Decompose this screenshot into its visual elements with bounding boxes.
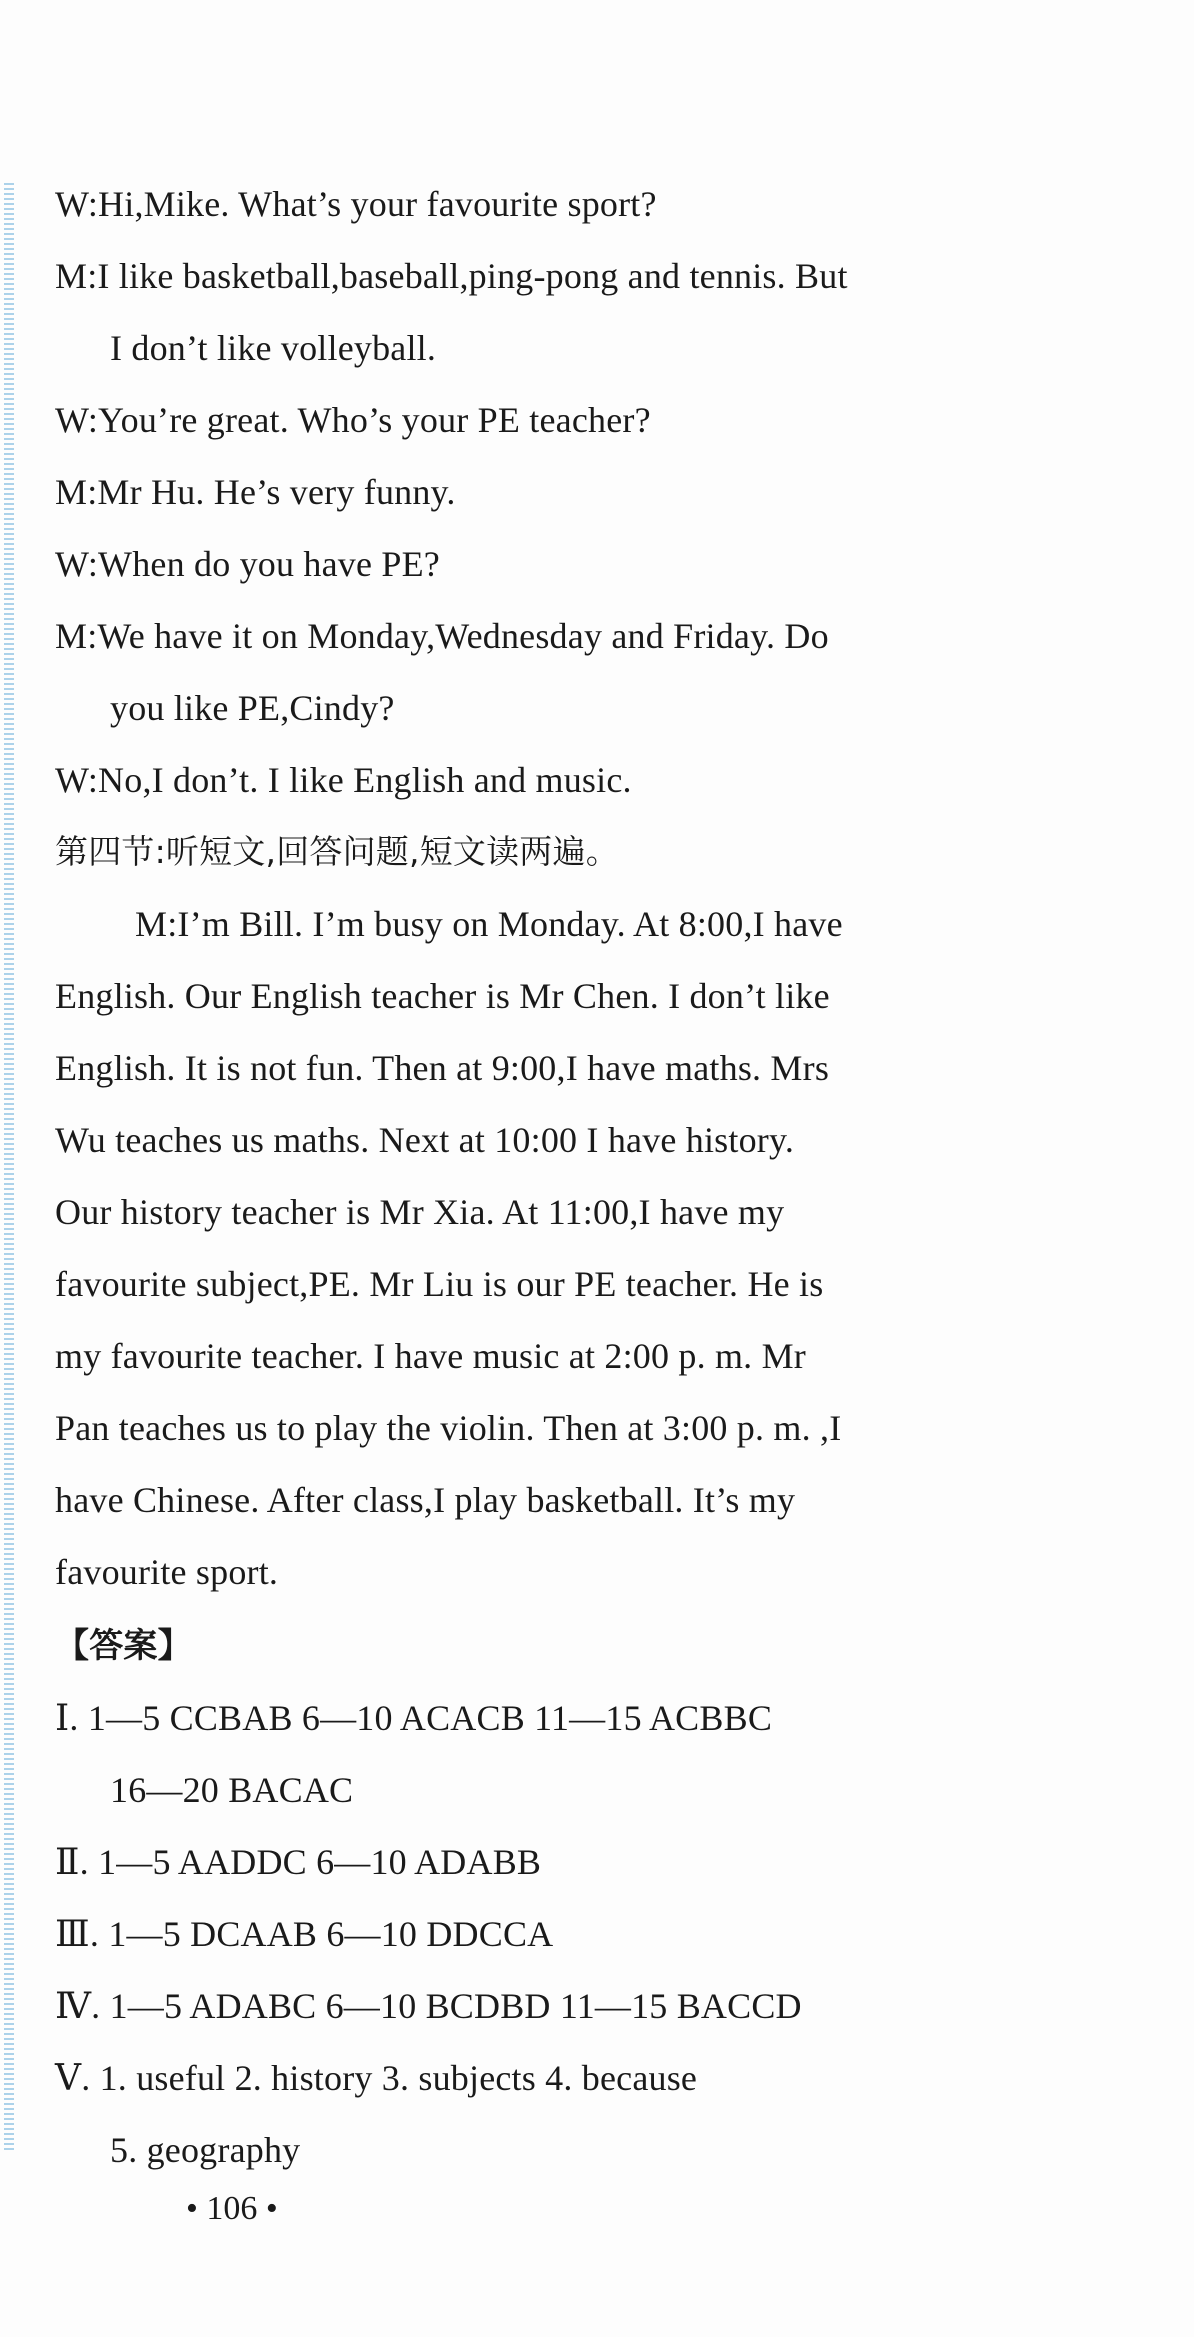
passage-line: favourite sport. [55,1552,279,1592]
answer-line: Ⅱ. 1—5 AADDC 6—10 ADABB [55,1842,542,1882]
dialogue-line: I don’t like volleyball. [110,328,437,368]
answer-line: Ⅲ. 1—5 DCAAB 6—10 DDCCA [55,1914,554,1954]
passage-line: favourite subject,PE. Mr Liu is our PE teacher. He is [55,1264,824,1304]
passage-line: English. It is not fun. Then at 9:00,I have maths. Mrs [55,1048,830,1088]
passage-line: Our history teacher is Mr Xia. At 11:00,I have my [55,1192,785,1232]
passage-line: M:I’m Bill. I’m busy on Monday. At 8:00,I have [135,904,843,944]
page-number: • 106 • [186,2190,278,2227]
dialogue-line: M:Mr Hu. He’s very funny. [55,472,456,512]
dialogue-line: M:We have it on Monday,Wednesday and Friday. Do [55,616,829,656]
passage-line: have Chinese. After class,I play basketball. It’s my [55,1480,796,1520]
dialogue-line: W:No,I don’t. I like English and music. [55,760,632,800]
dialogue-line: M:I like basketball,baseball,ping-pong and tennis. But [55,256,848,296]
passage-line: my favourite teacher. I have music at 2:00 p. m. Mr [55,1336,806,1376]
answer-line: 5. geography [110,2130,301,2170]
passage-line: English. Our English teacher is Mr Chen. I don’t like [55,976,830,1016]
answer-line: Ⅳ. 1—5 ADABC 6—10 BCDBD 11—15 BACCD [55,1986,802,2026]
dialogue-line: W:Hi,Mike. What’s your favourite sport? [55,184,657,224]
page-content [55,168,1155,2186]
section-title: 第四节:听短文,回答问题,短文读两遍。 [55,832,619,871]
passage-line: Pan teaches us to play the violin. Then at 3:00 p. m. ,I [55,1408,842,1448]
dialogue-line: you like PE,Cindy? [110,688,395,728]
decorative-border [4,180,14,2150]
passage-line: Wu teaches us maths. Next at 10:00 I have history. [55,1120,795,1160]
dialogue-line: W:You’re great. Who’s your PE teacher? [55,400,651,440]
answers-heading: 【答案】 [55,1626,192,1666]
dialogue-line: W:When do you have PE? [55,544,440,584]
answer-line: 16—20 BACAC [110,1770,354,1810]
answer-line: Ⅴ. 1. useful 2. history 3. subjects 4. because [55,2058,698,2098]
answer-line: Ⅰ. 1—5 CCBAB 6—10 ACACB 11—15 ACBBC [55,1698,773,1738]
